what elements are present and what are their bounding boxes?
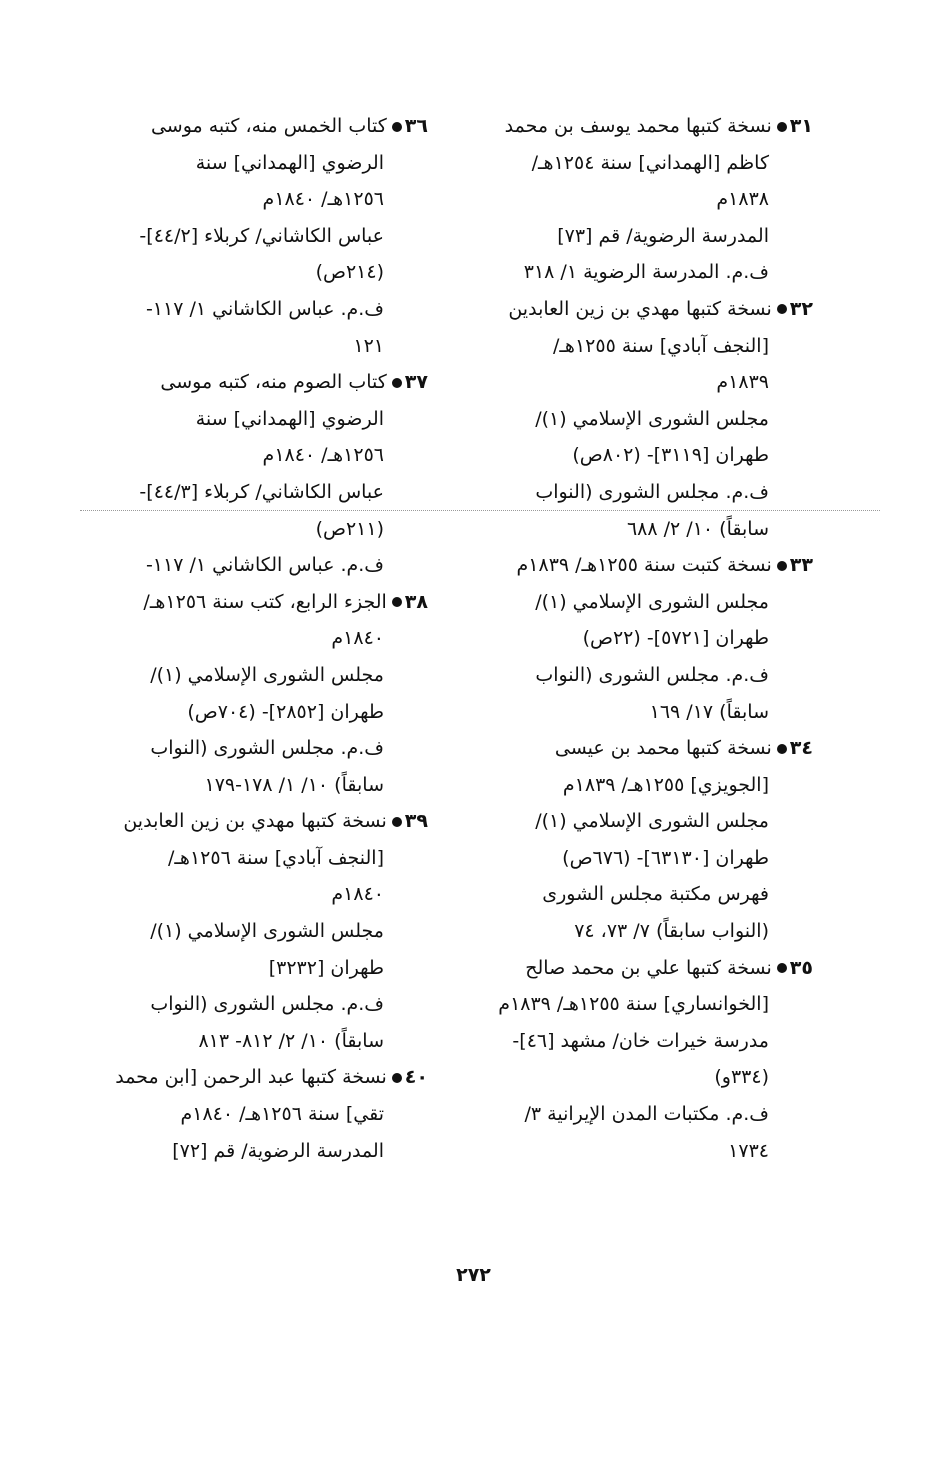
entry-line: ف.م. عباس الكاشاني ١/ ١١٧- (145, 297, 384, 320)
bullet-icon (777, 963, 787, 973)
bullet-icon (392, 122, 402, 132)
entry-number: ٣٢ (789, 297, 813, 320)
entry-first-line (78, 364, 428, 401)
page-number: ٢٧٢ (456, 1264, 491, 1286)
entry-line: ف.م. مجلس الشورى (النواب (150, 737, 384, 760)
entry-line: ١٨٤٠م (331, 627, 384, 650)
entry-line: [الخوانساري] سنة ١٢٥٥هـ/ ١٨٣٩م (498, 993, 769, 1016)
entry-first-line (78, 1059, 428, 1096)
entry-line: طهران [٣٢٣٢] (268, 956, 384, 979)
entry-text: نسخة كتبت سنة ١٢٥٥هـ/ ١٨٣٩م (516, 554, 772, 577)
bullet-icon (777, 304, 787, 314)
catalog-entry (78, 1059, 428, 1169)
right-column (478, 108, 813, 1169)
entry-line: مدرسة خيرات خان/ مشهد [٤٦]- (512, 1029, 769, 1052)
catalog-entry (478, 108, 813, 291)
entry-text: نسخة كتبها عبد الرحمن [ابن محمد (115, 1066, 387, 1089)
entry-line: ١٨٣٩م (716, 371, 769, 394)
entry-number: ٣٣ (789, 554, 813, 577)
entry-number: ٣٤ (789, 737, 813, 760)
entry-line: الرضوي [الهمداني] سنة (195, 151, 384, 174)
entry-line: ١٢٥٦هـ/ ١٨٤٠م (262, 188, 384, 211)
entry-number: ٣٨ (404, 590, 428, 613)
entry-line: سابقاً) ١٠/ ٢/ ٨١٢- ٨١٣ (198, 1029, 384, 1052)
entry-line: ١٢١ (353, 334, 384, 357)
entry-line: ١٨٤٠م (331, 883, 384, 906)
entry-first-line (478, 950, 813, 987)
entry-text: نسخة كتبها علي بن محمد صالح (525, 956, 772, 979)
entry-line: المدرسة الرضوية/ قم [٧٣] (557, 224, 769, 247)
entry-line: ف.م. مجلس الشورى (النواب (535, 480, 769, 503)
entry-line: (النواب سابقاً) ٧/ ٧٣، ٧٤ (574, 920, 769, 943)
entry-line: مجلس الشورى الإسلامي (١)/ (535, 407, 769, 430)
bullet-icon (777, 744, 787, 754)
entry-text: الجزء الرابع، كتب سنة ١٢٥٦هـ/ (143, 590, 387, 613)
entry-line: طهران [٣١١٩]- (٨٠٢ص) (572, 444, 769, 467)
entry-line: (٢١٤ص) (315, 261, 384, 284)
entry-line: (٣٣٤و) (714, 1066, 769, 1089)
entry-text: نسخة كتبها محمد بن عيسى (554, 737, 772, 760)
bullet-icon (392, 1073, 402, 1083)
entry-line: سابقاً) ١٠/ ٢/ ٦٨٨ (626, 517, 769, 540)
entry-number: ٣٩ (404, 810, 428, 833)
entry-line: مجلس الشورى الإسلامي (١)/ (535, 590, 769, 613)
entry-line: (٢١١ص) (315, 517, 384, 540)
catalog-entry (478, 291, 813, 547)
entry-number: ٣١ (789, 115, 813, 137)
entry-line: تقي] سنة ١٢٥٦هـ/ ١٨٤٠م (180, 1103, 384, 1126)
bullet-icon (777, 122, 787, 132)
entry-text: كتاب الخمس منه، كتبه موسى (150, 115, 387, 137)
entry-line: الرضوي [الهمداني] سنة (195, 407, 384, 430)
entry-line: [النجف آبادي] سنة ١٢٥٦هـ/ (167, 846, 384, 869)
entry-line: عباس الكاشاني/ كربلاء [٤٤/٢]- (139, 224, 384, 247)
entry-line: المدرسة الرضوية/ قم [٧٢] (172, 1139, 384, 1162)
entry-text: نسخة كتبها مهدي بن زين العابدين (123, 810, 387, 833)
entry-first-line (78, 108, 428, 145)
entry-first-line (478, 547, 813, 584)
bullet-icon (392, 378, 402, 388)
entry-line: ١٧٣٤ (728, 1139, 769, 1162)
entry-line: طهران [٢٨٥٢]- (٧٠٤ص) (187, 700, 384, 723)
entry-text: كتاب الصوم منه، كتبه موسى (160, 371, 387, 394)
catalog-entry (478, 730, 813, 950)
catalog-entry (478, 547, 813, 730)
entry-line: ١٢٥٦هـ/ ١٨٤٠م (262, 444, 384, 467)
entry-line: سابقاً) ١٧/ ١٦٩ (649, 700, 769, 723)
left-column (78, 108, 428, 1169)
catalog-entry (78, 803, 428, 1059)
entry-number: ٣٦ (404, 115, 428, 137)
entry-line: ف.م. مجلس الشورى (النواب (150, 993, 384, 1016)
entry-number: ٣٥ (789, 956, 813, 979)
entry-line: ف.م. عباس الكاشاني ١/ ١١٧- (145, 554, 384, 577)
entry-line: ف.م. المدرسة الرضوية ١/ ٣١٨ (523, 261, 769, 284)
bullet-icon (392, 817, 402, 827)
entry-text: نسخة كتبها مهدي بن زين العابدين (508, 297, 772, 320)
entry-line: سابقاً) ١٠/ ١/ ١٧٨-١٧٩ (204, 773, 384, 796)
entry-line: ف.م. مكتبات المدن الإيرانية ٣/ (524, 1103, 769, 1126)
catalog-entry (478, 950, 813, 1170)
entry-first-line (78, 584, 428, 621)
bullet-icon (777, 561, 787, 571)
bullet-icon (392, 597, 402, 607)
catalog-entry (78, 584, 428, 804)
entry-line: [الجويزي] ١٢٥٥هـ/ ١٨٣٩م (562, 773, 769, 796)
entry-line: عباس الكاشاني/ كربلاء [٤٤/٣]- (139, 480, 384, 503)
entry-line: طهران [٦٣١٣٠]- (٦٧٦ص) (562, 846, 769, 869)
entry-line: [النجف آبادي] سنة ١٢٥٥هـ/ (552, 334, 769, 357)
entry-line: ١٨٣٨م (716, 188, 769, 211)
entry-line: طهران [٥٧٢١]- (٢٢ص) (582, 627, 769, 650)
entry-first-line (478, 730, 813, 767)
entry-line: فهرس مكتبة مجلس الشورى (542, 883, 769, 906)
entry-line: مجلس الشورى الإسلامي (١)/ (535, 810, 769, 833)
catalog-entry (78, 108, 428, 364)
entry-first-line (478, 108, 813, 145)
entry-line: كاظم [الهمداني] سنة ١٢٥٤هـ/ (531, 151, 769, 174)
catalog-entry (78, 364, 428, 584)
entry-number: ٤٠ (404, 1066, 428, 1089)
entry-line: مجلس الشورى الإسلامي (١)/ (150, 663, 384, 686)
entry-first-line (78, 803, 428, 840)
entry-first-line (478, 291, 813, 328)
entry-number: ٣٧ (404, 371, 428, 394)
entry-text: نسخة كتبها محمد يوسف بن محمد (504, 115, 772, 137)
entry-line: ف.م. مجلس الشورى (النواب (535, 663, 769, 686)
entry-line: مجلس الشورى الإسلامي (١)/ (150, 920, 384, 943)
